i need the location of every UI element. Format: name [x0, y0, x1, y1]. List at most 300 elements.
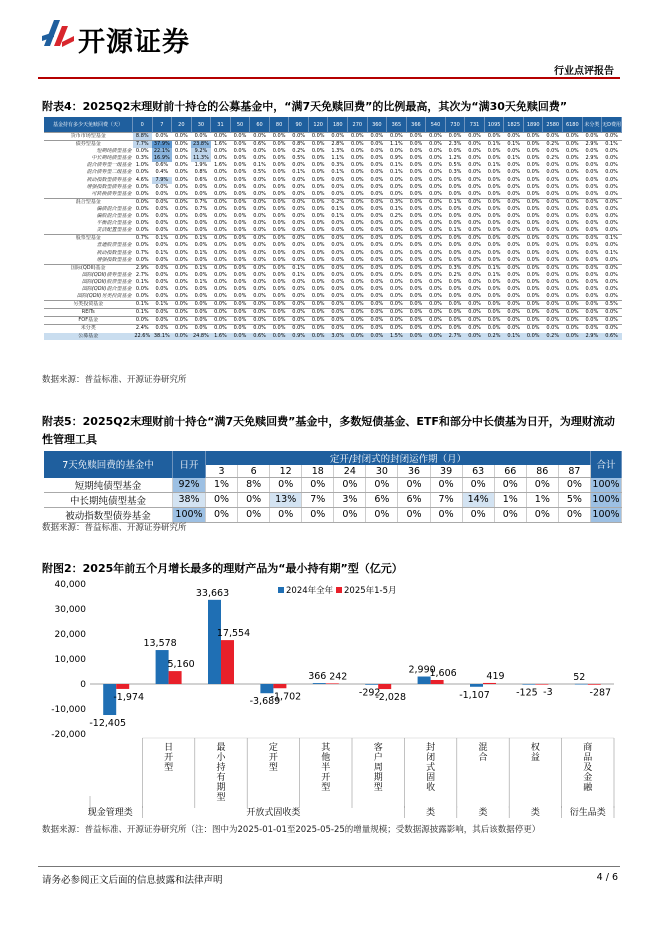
table1-cell: 2.9% — [582, 141, 602, 149]
table1-col-header: 20 — [172, 117, 192, 133]
table2-cell: 0% — [206, 507, 238, 522]
table1-cell: 0.0% — [367, 301, 387, 309]
table1-cell: 0.0% — [230, 198, 250, 206]
data-label: -287 — [589, 687, 612, 699]
table1-cell: 0.1% — [289, 264, 309, 272]
table1-cell: 0.0% — [367, 133, 387, 141]
table1-cell: 0.0% — [448, 183, 462, 190]
table1-cell: 0.0% — [289, 198, 309, 206]
table1-cell: 0.6% — [250, 333, 270, 340]
category-label: 期 — [216, 783, 226, 793]
table1-cell: 0.0% — [135, 169, 149, 176]
table1-cell: 0.0% — [546, 293, 560, 300]
table1-cell: 0.0% — [543, 309, 563, 317]
table1-cell: 0.0% — [155, 293, 169, 300]
table1-cell: 0.0% — [289, 309, 309, 317]
group-label: 现金管理类 — [87, 808, 133, 818]
table1-cell: 0.0% — [543, 301, 563, 309]
category-label: 小 — [216, 753, 226, 763]
table1-cell: 0.1% — [292, 271, 305, 278]
table1-cell: 0.0% — [504, 325, 524, 333]
table1-cell: 0.0% — [172, 133, 192, 141]
figure2-caption: 附图2：2025年前五个月增长最多的理财产品为“最小持有期”型（亿元） — [42, 562, 403, 575]
table1-cell: 0.0% — [507, 249, 521, 256]
y-tick-label: 40,000 — [54, 580, 86, 590]
table1-cell: 0.0% — [250, 301, 270, 309]
category-label: 开 — [268, 753, 278, 763]
table1-cell: 0.0% — [487, 176, 501, 183]
table1-cell: 0.0% — [605, 285, 618, 292]
table1-cell: 0.0% — [152, 264, 172, 272]
table1-cell: 0.1% — [155, 249, 169, 256]
table1-cell: 0.0% — [350, 205, 364, 212]
table1-cell: 0.0% — [191, 133, 211, 141]
table1-cell: 0.0% — [507, 220, 521, 227]
table1-row-label: 公募基金 — [44, 333, 133, 340]
table1-cell: 2.7% — [445, 333, 465, 340]
table1-cell: 0.0% — [429, 190, 442, 197]
table1 — [44, 117, 622, 340]
table1-cell: 0.0% — [390, 148, 403, 155]
table1-cell: 0.0% — [233, 285, 247, 292]
table1-row — [44, 220, 622, 227]
bar-2025 — [116, 684, 129, 689]
table1-row-label: 国际(QDII)另类投资基金 — [76, 293, 132, 300]
table1-cell: 0.0% — [311, 213, 325, 220]
table1-cell: 0.0% — [448, 205, 462, 212]
table1-cell: 0.0% — [253, 205, 266, 212]
table1-cell: 0.0% — [507, 176, 521, 183]
table2-cell: 0% — [430, 478, 462, 493]
table1-cell: 0.0% — [409, 271, 423, 278]
table1-cell: 0.0% — [292, 205, 305, 212]
table1-cell: 0.1% — [602, 235, 622, 243]
table1-cell: 0.0% — [468, 148, 481, 155]
table1-cell: 4.6% — [135, 176, 149, 183]
table1-cell: 1.6% — [211, 333, 231, 340]
table2-cell: 0% — [558, 507, 590, 522]
table1-cell: 0.0% — [211, 301, 231, 309]
bar-2025 — [588, 684, 601, 685]
table1-row — [44, 309, 622, 317]
table1-cell: 0.0% — [272, 278, 286, 285]
bar-2025 — [221, 640, 234, 684]
table1-row — [44, 184, 622, 191]
table1-cell: 0.0% — [546, 205, 560, 212]
footer-disclaimer: 请务必参阅正文后面的信息披露和法律声明 — [42, 875, 223, 886]
table1-cell: 0.0% — [468, 155, 481, 162]
table1-cell: 0.0% — [387, 133, 407, 141]
table1-cell: 0.0% — [582, 198, 602, 206]
table1-cell: 0.0% — [387, 309, 407, 317]
table1-cell: 0.1% — [487, 271, 501, 278]
table1-cell: 0.0% — [605, 162, 618, 169]
table1-cell: 0.0% — [133, 198, 153, 206]
group-label: 类 — [478, 808, 488, 818]
table1-cell: 0.0% — [465, 325, 485, 333]
table1-cell: 0.1% — [331, 169, 345, 176]
bar-2024 — [365, 684, 378, 685]
table2-cell: 1% — [494, 492, 526, 507]
table1-cell: 0.0% — [194, 190, 208, 197]
table1-cell: 0.0% — [487, 285, 501, 292]
table1-row — [44, 162, 622, 169]
table1-cell: 0.0% — [605, 271, 618, 278]
table1-col-header: 1890 — [523, 117, 543, 133]
table1-cell: 0.0% — [269, 301, 289, 309]
table1-cell: 0.0% — [409, 242, 423, 249]
table1-cell: 0.0% — [214, 227, 227, 234]
table1-cell: 0.0% — [350, 190, 364, 197]
table1-cell: 0.0% — [350, 242, 364, 249]
table1-cell: 0.0% — [409, 213, 423, 220]
table1-cell: 0.0% — [311, 169, 325, 176]
table1-cell: 0.0% — [233, 220, 247, 227]
table1-cell: 0.1% — [292, 169, 305, 176]
table1-cell: 0.0% — [135, 256, 149, 263]
table1-cell: 0.0% — [409, 176, 423, 183]
table1-cell: 0.0% — [253, 242, 266, 249]
table1-cell: 0.0% — [172, 198, 192, 206]
table1-cell: 0.0% — [465, 198, 485, 206]
figure2-chart — [42, 578, 622, 818]
table1-cell: 0.0% — [487, 169, 501, 176]
table1-cell: 0.0% — [211, 317, 231, 325]
table1-cell: 0.0% — [253, 293, 266, 300]
table2-month-header: 36 — [398, 465, 430, 478]
table1-cell: 0.0% — [370, 183, 384, 190]
table1-cell: 0.0% — [468, 293, 481, 300]
table1-cell: 0.0% — [253, 148, 266, 155]
table1-cell: 0.0% — [565, 205, 579, 212]
table1-cell: 0.0% — [487, 256, 501, 263]
table1-cell: 0.0% — [308, 301, 328, 309]
table1-cell: 0.0% — [526, 249, 540, 256]
category-label: 式 — [426, 763, 436, 773]
table1-cell: 2.4% — [133, 325, 153, 333]
table1-cell: 0.0% — [348, 301, 368, 309]
table1-cell: 0.0% — [565, 242, 579, 249]
table1-cell: 0.0% — [292, 249, 305, 256]
table1-cell: 0.0% — [331, 256, 345, 263]
table1-cell: 3.0% — [328, 333, 348, 340]
table1-cell: 0.0% — [565, 256, 579, 263]
table1-cell: 0.1% — [191, 264, 211, 272]
category-label: 开 — [321, 773, 331, 783]
table1-col-header: 1095 — [484, 117, 504, 133]
category-label: 持 — [216, 763, 226, 773]
table1-cell: 0.0% — [543, 264, 563, 272]
table1-cell: 0.0% — [409, 155, 423, 162]
table1-cell: 0.0% — [409, 278, 423, 285]
table1-cell: 0.0% — [328, 317, 348, 325]
table1-cell: 0.0% — [269, 317, 289, 325]
table2-total-header: 合计 — [591, 451, 622, 478]
table1-cell: 0.0% — [135, 242, 149, 249]
table1-col-header: 90 — [289, 117, 309, 133]
table1-cell: 2.9% — [585, 155, 599, 162]
table1-cell: 0.0% — [250, 317, 270, 325]
table1-cell: 0.0% — [445, 133, 465, 141]
table1-cell: 0.0% — [311, 256, 325, 263]
table1-cell: 0.0% — [409, 205, 423, 212]
table1-cell: 0.0% — [233, 227, 247, 234]
table1-cell: 0.1% — [390, 205, 403, 212]
header-divider — [38, 77, 620, 79]
table1-cell: 0.0% — [272, 227, 286, 234]
table2-month-header: 18 — [302, 465, 334, 478]
y-tick-label: 20,000 — [54, 630, 86, 640]
table1-cell: 0.0% — [370, 155, 384, 162]
table1-cell: 0.0% — [292, 220, 305, 227]
table1-cell: 0.0% — [311, 183, 325, 190]
table1-cell: 0.0% — [504, 264, 524, 272]
bar-2024 — [208, 600, 221, 684]
table1-cell: 0.0% — [308, 133, 328, 141]
table1-cell: 0.0% — [272, 148, 286, 155]
table1-cell: 0.0% — [605, 227, 618, 234]
table1-cell: 0.0% — [292, 285, 305, 292]
table2-cell: 0% — [334, 507, 366, 522]
table1-cell: 0.0% — [233, 183, 247, 190]
table1-cell: 37.9% — [153, 141, 170, 148]
table1-cell: 0.0% — [155, 220, 169, 227]
table1-row — [44, 333, 622, 340]
table1-cell: 0.7% — [135, 249, 149, 256]
table1-cell: 0.0% — [253, 190, 266, 197]
table1-cell: 0.0% — [582, 301, 602, 309]
table1-cell: 0.0% — [390, 227, 403, 234]
table1-cell: 0.0% — [370, 148, 384, 155]
table1-cell: 0.0% — [253, 256, 266, 263]
table1-cell: 0.0% — [350, 271, 364, 278]
table1-cell: 0.0% — [468, 213, 481, 220]
table1-cell: 0.0% — [546, 278, 560, 285]
table1-cell: 0.0% — [429, 205, 442, 212]
table1-cell: 0.0% — [487, 220, 501, 227]
table1-cell: 0.0% — [448, 278, 462, 285]
table1-cell: 0.0% — [370, 213, 384, 220]
category-label: 型 — [268, 763, 278, 773]
table2-month-header: 63 — [462, 465, 494, 478]
table1-cell: 0.0% — [311, 242, 325, 249]
table1-cell: 0.0% — [311, 190, 325, 197]
table1-cell: 0.0% — [331, 183, 345, 190]
table1-cell: 0.0% — [135, 220, 149, 227]
table2-cell: 0% — [398, 507, 430, 522]
table1-cell: 0.0% — [585, 285, 599, 292]
table1-row — [44, 235, 622, 243]
table1-cell: 1.0% — [135, 162, 149, 169]
category-label: 闭 — [426, 753, 436, 763]
table1-cell: 0.0% — [468, 249, 481, 256]
bar-2025 — [326, 683, 339, 684]
table1-cell: 0.0% — [253, 183, 266, 190]
table1-cell: 0.0% — [468, 176, 481, 183]
table1-cell: 0.0% — [272, 271, 286, 278]
table1-cell: 0.7% — [191, 198, 211, 206]
table1-cell: 0.0% — [429, 227, 442, 234]
data-label: 13,578 — [143, 638, 177, 650]
table1-cell: 0.0% — [214, 205, 227, 212]
table1-cell: 0.0% — [230, 141, 250, 149]
table2-group-header: 定开/封闭式的封闭运作期（月） — [206, 451, 591, 465]
table1-row — [44, 198, 622, 206]
table1-cell: 0.0% — [191, 301, 211, 309]
table1-cell: 0.0% — [448, 249, 462, 256]
table2-cell: 8% — [238, 478, 270, 493]
table1-cell: 0.0% — [230, 333, 250, 340]
category-label: 收 — [426, 783, 436, 793]
table2-cell: 5% — [558, 492, 590, 507]
table1-cell: 0.0% — [292, 227, 305, 234]
table1-cell: 0.0% — [406, 198, 426, 206]
table1-cell: 0.0% — [233, 256, 247, 263]
table2-daily-header: 日开 — [173, 451, 206, 478]
table1-cell: 0.0% — [507, 271, 521, 278]
table1-cell: 0.0% — [155, 205, 169, 212]
table1-cell: 0.0% — [348, 333, 368, 340]
table1-cell: 0.0% — [272, 213, 286, 220]
table1-col-header: 180 — [328, 117, 348, 133]
table1-cell: 0.0% — [585, 183, 599, 190]
table1-cell: 0.0% — [448, 242, 462, 249]
table1-cell: 0.0% — [468, 285, 481, 292]
table1-cell: 0.0% — [233, 190, 247, 197]
category-label: 混 — [478, 743, 488, 753]
table1-cell: 0.0% — [507, 293, 521, 300]
table1-cell: 0.0% — [253, 220, 266, 227]
table1-cell: 0.0% — [504, 301, 524, 309]
table1-cell: 0.0% — [175, 249, 188, 256]
table1-cell: 0.0% — [429, 293, 442, 300]
table1-cell: 0.0% — [465, 235, 485, 243]
table1-cell: 0.6% — [250, 141, 270, 149]
table1-cell: 0.0% — [350, 227, 364, 234]
table1-row — [44, 257, 622, 265]
table1-row — [44, 191, 622, 199]
table1-row — [44, 213, 622, 220]
table1-cell: 0.0% — [272, 176, 286, 183]
table1-cell: 0.0% — [602, 309, 622, 317]
table1-cell: 0.0% — [605, 242, 618, 249]
table1-cell: 0.0% — [155, 213, 169, 220]
table2-cell: 0% — [270, 507, 302, 522]
table1-cell: 0.0% — [468, 205, 481, 212]
table1-cell: 0.0% — [605, 148, 618, 155]
table2-cell: 0% — [366, 478, 398, 493]
category-label: 其 — [321, 743, 331, 753]
table1-cell: 0.0% — [233, 271, 247, 278]
legend-label: 2025年1-5月 — [344, 586, 397, 596]
table1-cell: 0.0% — [605, 155, 618, 162]
table1-cell: 0.0% — [426, 309, 446, 317]
table1-cell: 0.1% — [602, 141, 622, 149]
table1-cell: 0.0% — [526, 176, 540, 183]
table1-cell: 0.0% — [406, 333, 426, 340]
table1-cell: 0.0% — [272, 220, 286, 227]
table1-cell: 0.0% — [406, 133, 426, 141]
table1-cell: 0.0% — [445, 235, 465, 243]
table1-row-label: 短期纯债型基金 — [96, 148, 132, 155]
table1-cell: 0.0% — [468, 183, 481, 190]
table2-source: 数据来源：普益标准、开源证券研究所 — [42, 523, 187, 533]
category-label: 固 — [426, 773, 436, 783]
table1-cell: 0.1% — [152, 235, 172, 243]
category-label: 他 — [321, 753, 331, 763]
table1-cell: 0.0% — [233, 162, 247, 169]
bar-2024 — [313, 683, 326, 684]
table1-cell: 0.0% — [331, 278, 345, 285]
table1-cell: 0.0% — [429, 249, 442, 256]
table1-cell: 0.0% — [585, 205, 599, 212]
table1-cell: 0.0% — [582, 264, 602, 272]
table1-row — [44, 141, 622, 149]
table1-cell: 0.0% — [523, 333, 543, 340]
table2-cell: 14% — [462, 492, 494, 507]
table1-cell: 0.0% — [585, 256, 599, 263]
table1-row — [44, 148, 622, 155]
table1-cell: 0.0% — [507, 256, 521, 263]
table1-cell: 0.0% — [563, 235, 583, 243]
table2-total-cell: 100% — [592, 479, 620, 490]
y-tick-label: -20,000 — [51, 730, 86, 740]
table1-cell: 0.0% — [390, 242, 403, 249]
table1-cell: 0.0% — [155, 256, 169, 263]
table1-row-label: 国际(QDII)基金 — [44, 264, 133, 272]
data-label: 17,554 — [216, 628, 251, 640]
table1-cell: 0.0% — [272, 183, 286, 190]
table1-cell: 0.0% — [175, 190, 188, 197]
data-label: 5,160 — [167, 659, 195, 671]
table1-cell: 0.0% — [135, 285, 149, 292]
table1-cell: 0.0% — [546, 213, 560, 220]
table1-cell: 0.0% — [194, 227, 208, 234]
table1-cell: 0.0% — [565, 148, 579, 155]
table1-cell: 0.0% — [507, 190, 521, 197]
table1-cell: 0.0% — [308, 264, 328, 272]
table1-cell: 0.0% — [348, 317, 368, 325]
table1-cell: 0.0% — [582, 325, 602, 333]
table1-cell: 0.0% — [565, 183, 579, 190]
table1-cell: 0.0% — [331, 220, 345, 227]
table1-cell: 0.0% — [546, 162, 560, 169]
table1-cell: 0.0% — [526, 148, 540, 155]
table1-cell: 2.9% — [582, 333, 602, 340]
table1-cell: 0.0% — [175, 205, 188, 212]
table1-cell: 0.0% — [546, 169, 560, 176]
table1-cell: 0.0% — [563, 333, 583, 340]
table1-cell: 0.3% — [331, 162, 345, 169]
table1-cell: 0.0% — [194, 183, 208, 190]
category-label: 有 — [216, 773, 226, 783]
table1-cell: 0.0% — [484, 133, 504, 141]
table1-cell: 0.0% — [468, 256, 481, 263]
table2-month-header: 39 — [430, 465, 462, 478]
table1-cell: 0.0% — [214, 220, 227, 227]
category-label: 日 — [164, 743, 174, 753]
table1-cell: 0.0% — [448, 293, 462, 300]
table1-cell: 0.0% — [507, 278, 521, 285]
table1-cell: 0.0% — [487, 148, 501, 155]
table1-cell: 0.0% — [191, 317, 211, 325]
table1-cell: 0.0% — [523, 133, 543, 141]
table2-cell: 3% — [334, 492, 366, 507]
category-label: 及 — [583, 763, 593, 773]
table1-cell: 0.0% — [292, 162, 305, 169]
table1-cell: 0.0% — [585, 220, 599, 227]
table1-row — [44, 325, 622, 333]
